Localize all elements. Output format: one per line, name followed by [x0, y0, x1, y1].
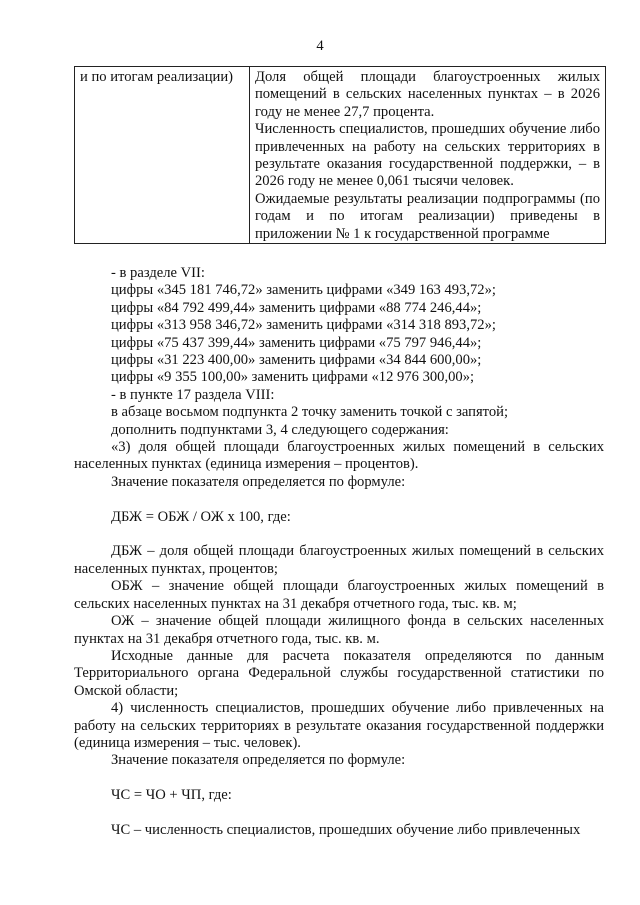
paragraph: ДБЖ – доля общей площади благоустроенных жилых помещений в сельских населенных пунктах, процентов; — [74, 543, 604, 577]
table-paragraph: Ожидаемые результаты реализации подпрограммы (по годам и по итогам реализации) приведены в приложении № 1 к государственной программе — [255, 190, 600, 242]
paragraph: 4) численность специалистов, прошедших обучение либо привлеченных на работу на сельских территориях в результате оказания государственной поддержки (единица измерения – тыс. человек). — [74, 700, 604, 751]
paragraph: цифры «313 958 346,72» заменить цифрами «314 318 893,72»; — [111, 317, 496, 334]
paragraph: цифры «75 437 399,44» заменить цифрами «75 797 946,44»; — [111, 334, 482, 351]
table-cell-content — [250, 67, 606, 244]
paragraph: «3) доля общей площади благоустроенных жилых помещений в сельских населенных пунктах (единица измерения – процентов). — [74, 439, 604, 473]
paragraph: в абзаце восьмом подпункта 2 точку заменить точкой с запятой; — [111, 404, 509, 421]
paragraph: - в пункте 17 раздела VIII: — [111, 386, 275, 403]
paragraph: ЧС – численность специалистов, прошедших обучение либо привлеченных — [111, 821, 581, 838]
paragraph: цифры «31 223 400,00» заменить цифрами «34 844 600,00»; — [111, 352, 482, 369]
table-cell-label: и по итогам реализации) — [75, 67, 250, 244]
formula: ЧС = ЧО + ЧП, где: — [111, 787, 232, 804]
formula: ДБЖ = ОБЖ / ОЖ х 100, где: — [111, 508, 291, 525]
table-row — [75, 67, 606, 244]
paragraph: Значение показателя определяется по формуле: — [111, 752, 406, 769]
table-paragraph: Численность специалистов, прошедших обучение либо привлеченных на работу на сельских территориях в результате оказания государственной поддержки, – в 2026 году не менее 0,061 тысячи человек. — [255, 121, 600, 190]
table-paragraph: Доля общей площади благоустроенных жилых помещений в сельских населенных пунктах – в 2026 году не менее 27,7 процента. — [255, 69, 600, 120]
paragraph: цифры «9 355 100,00» заменить цифрами «12 976 300,00»; — [111, 369, 475, 386]
paragraph: - в разделе VII: — [111, 265, 205, 281]
paragraph: ОЖ – значение общей площади жилищного фонда в сельских населенных пунктах на 31 декабря отчетного года, тыс. кв. м. — [74, 613, 604, 647]
page-number: 4 — [316, 38, 324, 54]
paragraph: цифры «84 792 499,44» заменить цифрами «88 774 246,44»; — [111, 299, 482, 316]
paragraph: ОБЖ – значение общей площади благоустроенных жилых помещений в сельских населенных пунктах на 31 декабря отчетного года, тыс. кв. м; — [74, 578, 604, 612]
paragraph: цифры «345 181 746,72» заменить цифрами «349 163 493,72»; — [111, 282, 496, 299]
document-body — [74, 265, 604, 839]
passport-table — [74, 66, 606, 244]
paragraph: дополнить подпунктами 3, 4 следующего содержания: — [111, 421, 449, 438]
paragraph: Значение показателя определяется по формуле: — [111, 473, 406, 490]
paragraph: Исходные данные для расчета показателя определяются по данным Территориального органа Федеральной службы государственной статистики по Омской области; — [74, 647, 604, 699]
